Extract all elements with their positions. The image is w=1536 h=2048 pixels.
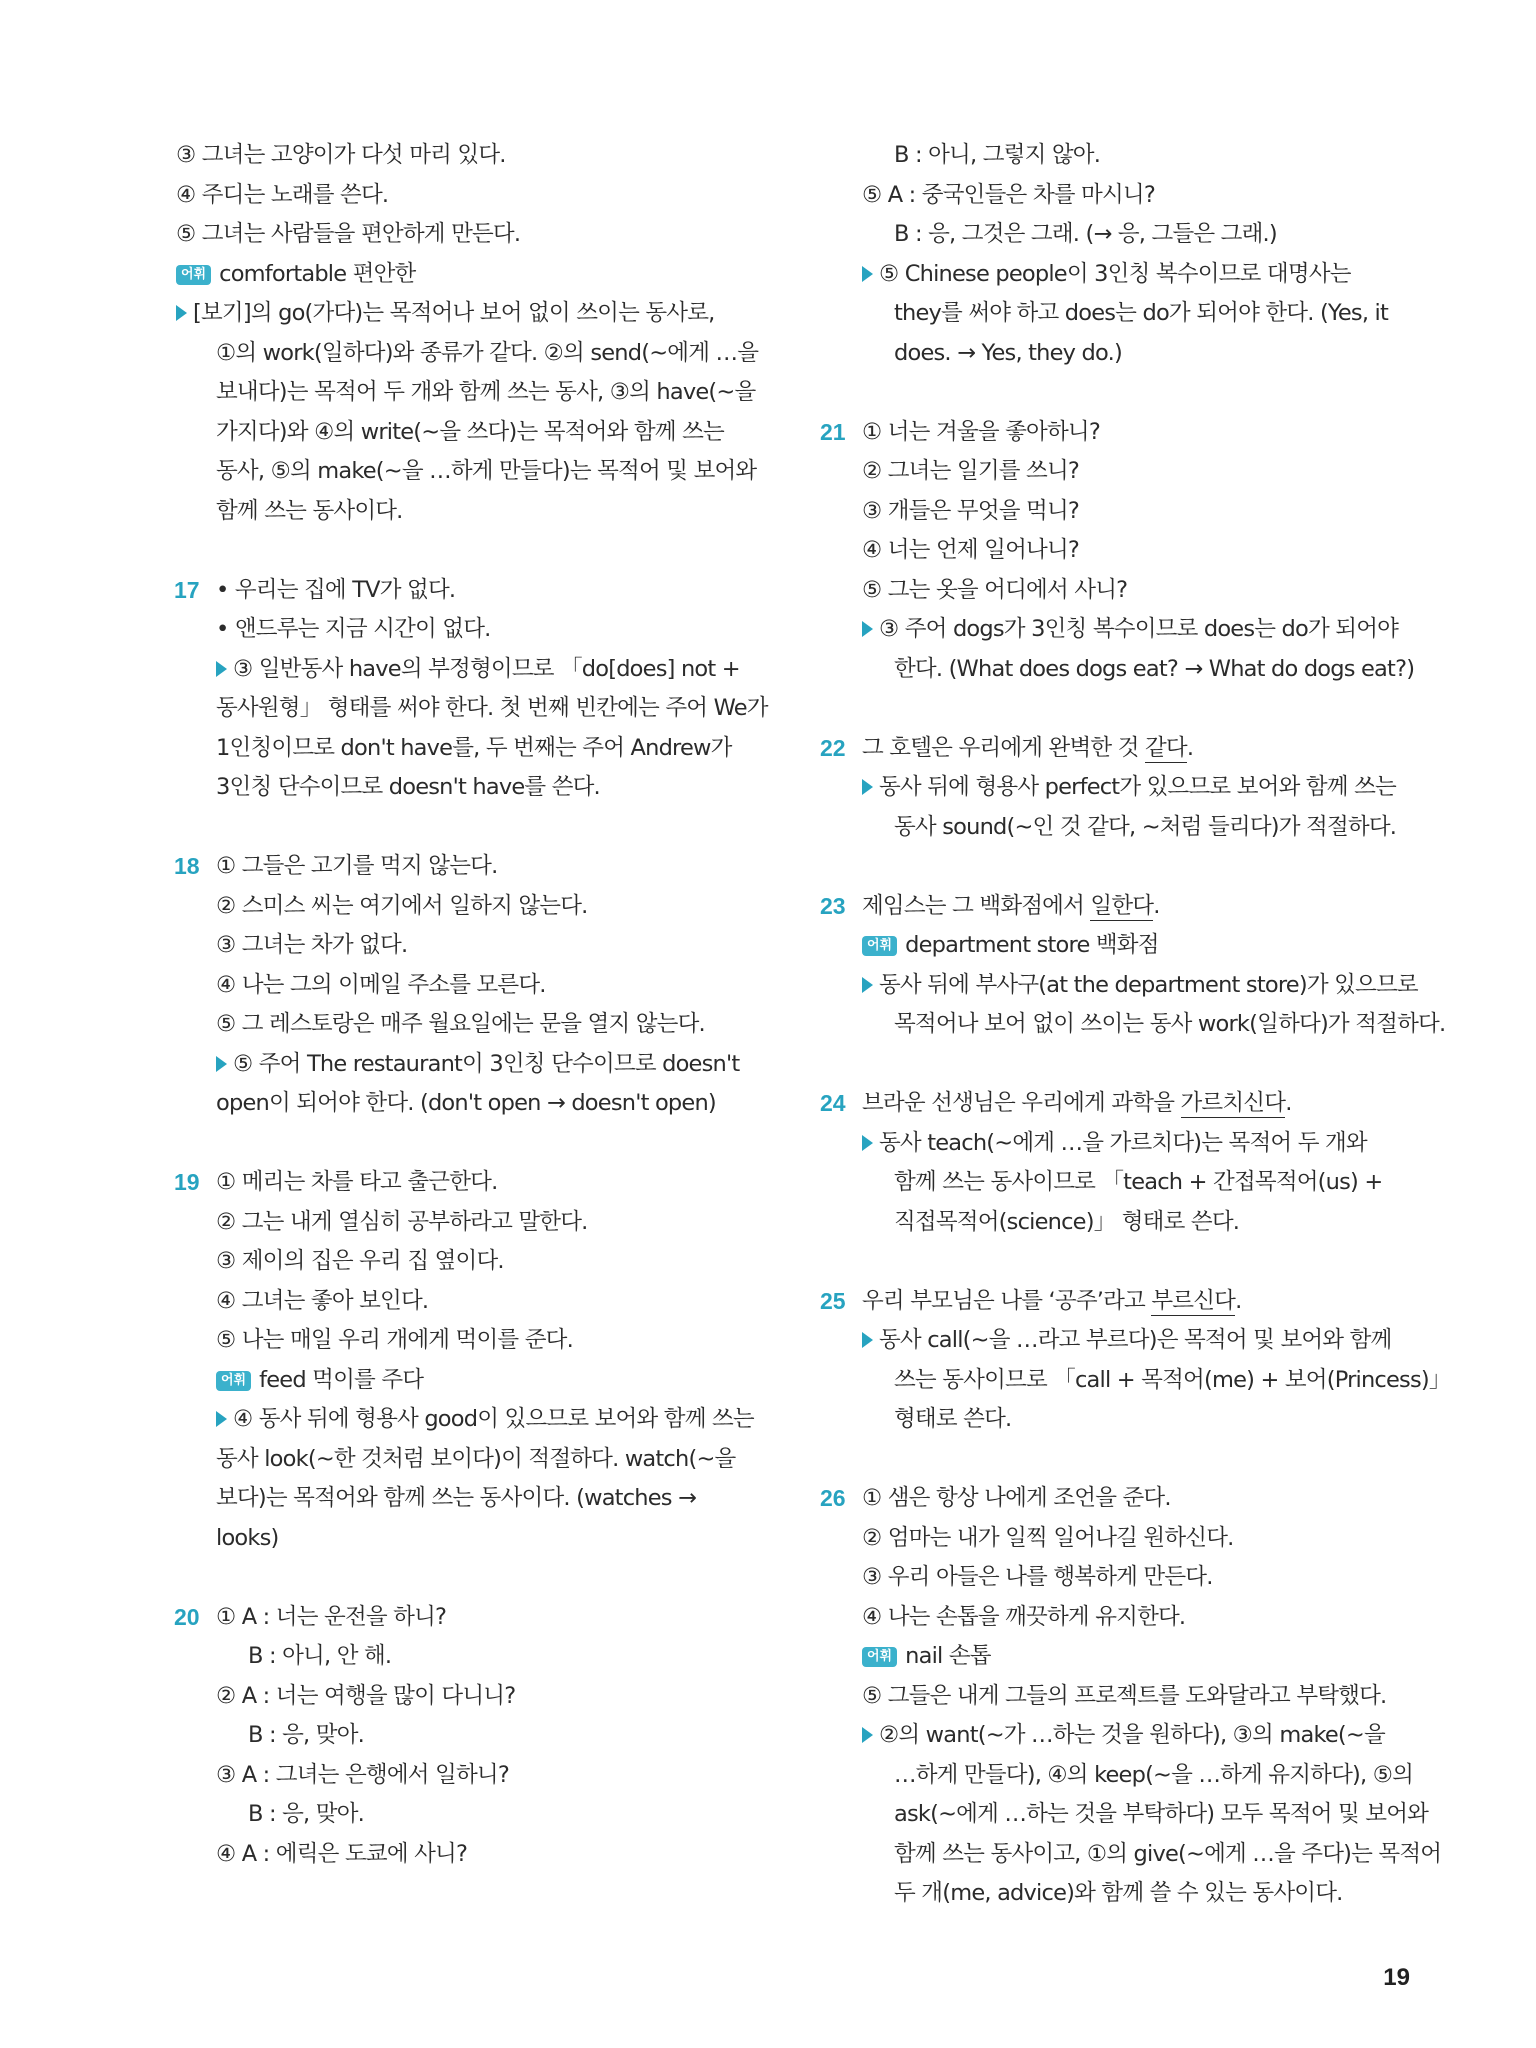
explanation-line: 함께 쓰는 동사이다.: [216, 497, 403, 524]
explanation-line: ②의 want(~가 …하는 것을 원하다), ③의 make(~을: [822, 1716, 1422, 1756]
explanation-line: 목적어나 보어 없이 쓰이는 동사 work(일하다)가 적절하다.: [894, 1011, 1446, 1037]
question-line: 우리 부모님은 나를 ‘공주’라고 부르신다.: [862, 1287, 1242, 1314]
vocab-text: feed 먹이를 주다: [259, 1366, 424, 1393]
explanation-line: 동사 look(~한 것처럼 보이다)이 적절하다. watch(~을: [216, 1445, 736, 1472]
right-column: [820, 136, 1451, 1914]
triangle-arrow-icon: [862, 977, 873, 993]
choice-line: ④ 그녀는 좋아 보인다.: [216, 1287, 429, 1314]
explanation-line: 직접목적어(science)」 형태로 쓴다.: [894, 1208, 1240, 1235]
triangle-arrow-icon: [862, 1727, 873, 1743]
question-number: 18: [174, 853, 200, 879]
vocab-text: comfortable 편안한: [219, 260, 416, 287]
triangle-arrow-icon: [862, 779, 873, 795]
question-number: 22: [820, 734, 846, 761]
question-line: • 앤드루는 지금 시간이 없다.: [216, 616, 491, 642]
page-number: 19: [1383, 1964, 1410, 1991]
triangle-arrow-icon: [176, 305, 187, 321]
explanation-line: ⑤ 주어 The restaurant이 3인칭 단수이므로 doesn't: [176, 1045, 776, 1085]
dialogue-line: B : 아니, 그렇지 않아.: [894, 142, 1101, 168]
explanation-line: 1인칭이므로 don't have를, 두 번째는 주어 Andrew가: [216, 734, 732, 761]
choice-line: ② 그는 내게 열심히 공부하라고 말한다.: [216, 1208, 588, 1235]
explanation-line: 3인칭 단수이므로 doesn't have를 쓴다.: [216, 774, 600, 800]
choice-line: ③ 우리 아들은 나를 행복하게 만든다.: [862, 1564, 1213, 1590]
choice-line: ② 그녀는 일기를 쓰니?: [862, 458, 1080, 484]
question-17: [176, 571, 776, 808]
dialogue-line: ③ A : 그녀는 은행에서 일하니?: [216, 1761, 509, 1788]
explanation-line: 함께 쓰는 동사이고, ①의 give(~에게 …을 주다)는 목적어: [894, 1840, 1442, 1867]
question-number: 24: [820, 1090, 846, 1116]
choice-line: ② 엄마는 내가 일찍 일어나길 원하신다.: [862, 1524, 1234, 1551]
underlined-answer: 가르치신다: [1180, 1090, 1286, 1116]
question-25: [820, 1282, 1451, 1440]
question-number: 17: [174, 576, 200, 603]
question-23: [820, 887, 1446, 1045]
explanation-line: 함께 쓰는 동사이므로 「teach + 간접목적어(us) +: [894, 1169, 1383, 1195]
left-column: [176, 136, 776, 1874]
vocab-badge: 어휘: [176, 265, 211, 285]
triangle-arrow-icon: [862, 266, 873, 282]
entry-20-continued: [822, 136, 1422, 373]
choice-line: ⑤ 나는 매일 우리 개에게 먹이를 준다.: [216, 1327, 573, 1353]
dialogue-line: B : 응, 그것은 그래. (→ 응, 그들은 그래.): [894, 221, 1277, 247]
explanation-line: 동사 sound(~인 것 같다, ~처럼 들리다)가 적절하다.: [894, 813, 1397, 840]
triangle-arrow-icon: [862, 1332, 873, 1348]
explanation-line: they를 써야 하고 does는 do가 되어야 한다. (Yes, it: [894, 300, 1389, 326]
explanation-line: 동사원형」 형태를 써야 한다. 첫 번째 빈칸에는 주어 We가: [216, 695, 768, 721]
explanation-line: does. → Yes, they do.): [894, 339, 1122, 366]
vocab-text: nail 손톱: [905, 1643, 991, 1669]
question-line: • 우리는 집에 TV가 없다.: [216, 576, 456, 603]
explanation-line: ⑤ Chinese people이 3인칭 복수이므로 대명사는: [822, 255, 1422, 295]
explanation-line: 보다)는 목적어와 함께 쓰는 동사이다. (watches →: [216, 1485, 697, 1511]
vocab-badge: 어휘: [216, 1371, 251, 1391]
explanation-line: ④ 동사 뒤에 형용사 good이 있으므로 보어와 함께 쓰는: [176, 1400, 776, 1440]
choice-line: ① 샘은 항상 나에게 조언을 준다.: [862, 1485, 1171, 1511]
question-20: [176, 1598, 776, 1875]
choice-line: ③ 그녀는 차가 없다.: [216, 932, 408, 958]
vocab-line: [822, 926, 1422, 966]
question-24: [822, 1084, 1422, 1242]
choice-line: ④ 나는 그의 이메일 주소를 모른다.: [216, 971, 546, 998]
vocab-text: department store 백화점: [905, 932, 1159, 958]
choice-line: ⑤ 그들은 내게 그들의 프로젝트를 도와달라고 부탁했다.: [862, 1682, 1387, 1709]
explanation-line: open이 되어야 한다. (don't open → doesn't open): [216, 1090, 716, 1116]
entry-16-continued: [176, 136, 776, 531]
vocab-line: [176, 1361, 776, 1401]
explanation-line: looks): [216, 1524, 279, 1551]
explanation-line: 한다. (What does dogs eat? → What do dogs eat?): [894, 655, 1415, 682]
question-22: [822, 729, 1422, 848]
explanation-line: [보기]의 go(가다)는 목적어나 보어 없이 쓰이는 동사로,: [176, 294, 776, 334]
explanation-line: ①의 work(일하다)와 종류가 같다. ②의 send(~에게 …을: [216, 339, 759, 366]
triangle-arrow-icon: [216, 1411, 227, 1427]
dialogue-line: ④ A : 에릭은 도쿄에 사니?: [216, 1840, 468, 1867]
dialogue-line: B : 응, 맞아.: [248, 1722, 364, 1748]
question-18: [176, 847, 776, 1124]
question-26: [820, 1479, 1442, 1914]
question-19: [176, 1163, 776, 1558]
choice-line: ② 스미스 씨는 여기에서 일하지 않는다.: [216, 892, 588, 919]
question-number: 26: [820, 1485, 846, 1511]
explanation-line: 동사 뒤에 부사구(at the department store)가 있으므로: [822, 966, 1422, 1006]
explanation-line: 동사, ⑤의 make(~을 …하게 만들다)는 목적어 및 보어와: [216, 458, 757, 484]
dialogue-line: B : 응, 맞아.: [248, 1801, 364, 1827]
dialogue-line: ⑤ A : 중국인들은 차를 마시니?: [862, 181, 1155, 208]
choice-line: ① 그들은 고기를 먹지 않는다.: [216, 853, 498, 879]
dialogue-line: ① A : 너는 운전을 하니?: [216, 1603, 447, 1630]
vocab-line: [822, 1637, 1422, 1677]
question-number: 19: [174, 1169, 200, 1195]
underlined-answer: 일한다: [1090, 892, 1154, 919]
explanation-line: 보내다)는 목적어 두 개와 함께 쓰는 동사, ③의 have(~을: [216, 379, 756, 405]
explanation-line: 가지다)와 ④의 write(~을 쓰다)는 목적어와 함께 쓰는: [216, 418, 724, 445]
explanation-line: ③ 주어 dogs가 3인칭 복수이므로 does는 do가 되어야: [822, 610, 1422, 650]
question-21: [822, 413, 1422, 690]
choice-line: ④ 너는 언제 일어나니?: [862, 537, 1080, 563]
vocab-line: [176, 255, 776, 295]
explanation-line: 형태로 쓴다.: [894, 1406, 1012, 1432]
question-number: 21: [820, 418, 846, 445]
explanation-line: 동사 뒤에 형용사 perfect가 있으므로 보어와 함께 쓰는: [822, 768, 1422, 808]
question-number: 20: [174, 1603, 200, 1630]
explanation-line: …하게 만들다), ④의 keep(~을 …하게 유지하다), ⑤의: [894, 1761, 1414, 1788]
choice-line: ⑤ 그녀는 사람들을 편안하게 만든다.: [176, 221, 521, 247]
question-line: 그 호텔은 우리에게 완벽한 것 같다.: [862, 734, 1194, 761]
vocab-badge: 어휘: [862, 936, 897, 956]
question-number: 23: [820, 892, 846, 919]
explanation-line: 동사 call(~을 …라고 부르다)은 목적어 및 보어와 함께: [822, 1321, 1422, 1361]
choice-line: ① 메리는 차를 타고 출근한다.: [216, 1169, 498, 1195]
question-line: 브라운 선생님은 우리에게 과학을 가르치신다.: [862, 1090, 1292, 1116]
question-line: 제임스는 그 백화점에서 일한다.: [862, 892, 1160, 919]
vocab-badge: 어휘: [862, 1647, 897, 1667]
explanation-line: 두 개(me, advice)와 함께 쓸 수 있는 동사이다.: [894, 1880, 1343, 1906]
triangle-arrow-icon: [216, 661, 227, 677]
choice-line: ③ 개들은 무엇을 먹니?: [862, 497, 1080, 524]
question-number: 25: [820, 1287, 846, 1314]
choice-line: ④ 나는 손톱을 깨끗하게 유지한다.: [862, 1603, 1186, 1630]
choice-line: ⑤ 그는 옷을 어디에서 사니?: [862, 576, 1128, 603]
dialogue-line: ② A : 너는 여행을 많이 다니니?: [216, 1682, 516, 1709]
dialogue-line: B : 아니, 안 해.: [248, 1643, 392, 1669]
explanation-line: ③ 일반동사 have의 부정형이므로 「do[does] not +: [176, 650, 776, 690]
triangle-arrow-icon: [862, 1135, 873, 1151]
choice-line: ③ 제이의 집은 우리 집 옆이다.: [216, 1248, 504, 1274]
explanation-line: 동사 teach(~에게 …을 가르치다)는 목적어 두 개와: [822, 1124, 1422, 1164]
choice-line: ④ 주디는 노래를 쓴다.: [176, 181, 389, 208]
triangle-arrow-icon: [216, 1056, 227, 1072]
explanation-line: 쓰는 동사이므로 「call + 목적어(me) + 보어(Princess)」: [894, 1366, 1451, 1393]
choice-line: ③ 그녀는 고양이가 다섯 마리 있다.: [176, 142, 506, 168]
underlined-answer: 부르신다: [1151, 1287, 1236, 1314]
choice-line: ⑤ 그 레스토랑은 매주 월요일에는 문을 열지 않는다.: [216, 1011, 705, 1037]
choice-line: ① 너는 겨울을 좋아하니?: [862, 418, 1100, 445]
triangle-arrow-icon: [862, 621, 873, 637]
underlined-answer: 같다: [1144, 734, 1187, 761]
explanation-line: ask(~에게 …하는 것을 부탁하다) 모두 목적어 및 보어와: [894, 1801, 1429, 1827]
